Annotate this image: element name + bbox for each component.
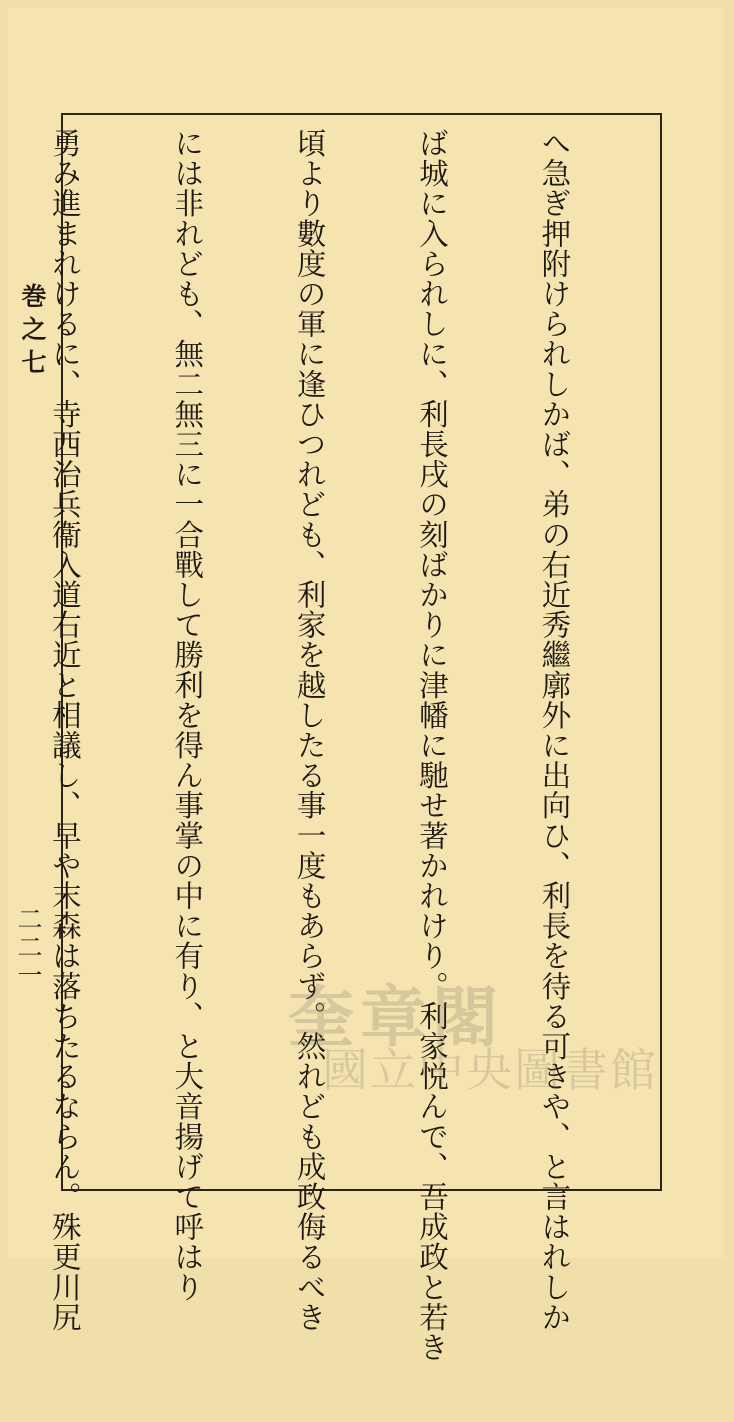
text-column: ば城に入られしに、利長戌の刻ばかりに津幡に馳せ著かれけり。利家悦んで、吾成政と若き [415, 128, 450, 1363]
chapter-label: 巻之七 [18, 283, 47, 382]
text-column: 頃より數度の軍に逢ひつれども、利家を越したる事一度もあらず。然れども成政侮るべき [292, 128, 327, 1332]
text-column: へ急ぎ押附けられしかば、弟の右近秀繼廓外に出向ひ、利長を待る可きや、と言はれしか [537, 128, 572, 1332]
text-column: には非れども、無二無三に一合戰して勝利を得ん事掌の中に有り、と大音揚げて呼はり [170, 128, 205, 1302]
text-column: 勇み進まれけるに、寺西治兵衞入道右近と相議し、早や末森は落ちたるならん。殊更川尻 [47, 128, 82, 1332]
page-number: 二二一 [14, 906, 43, 990]
watermark-sub-text: 國立中央圖書館 [322, 1043, 658, 1097]
main-text-block [47, 128, 656, 1363]
watermark-main-text: 奎章閣 [288, 978, 504, 1056]
